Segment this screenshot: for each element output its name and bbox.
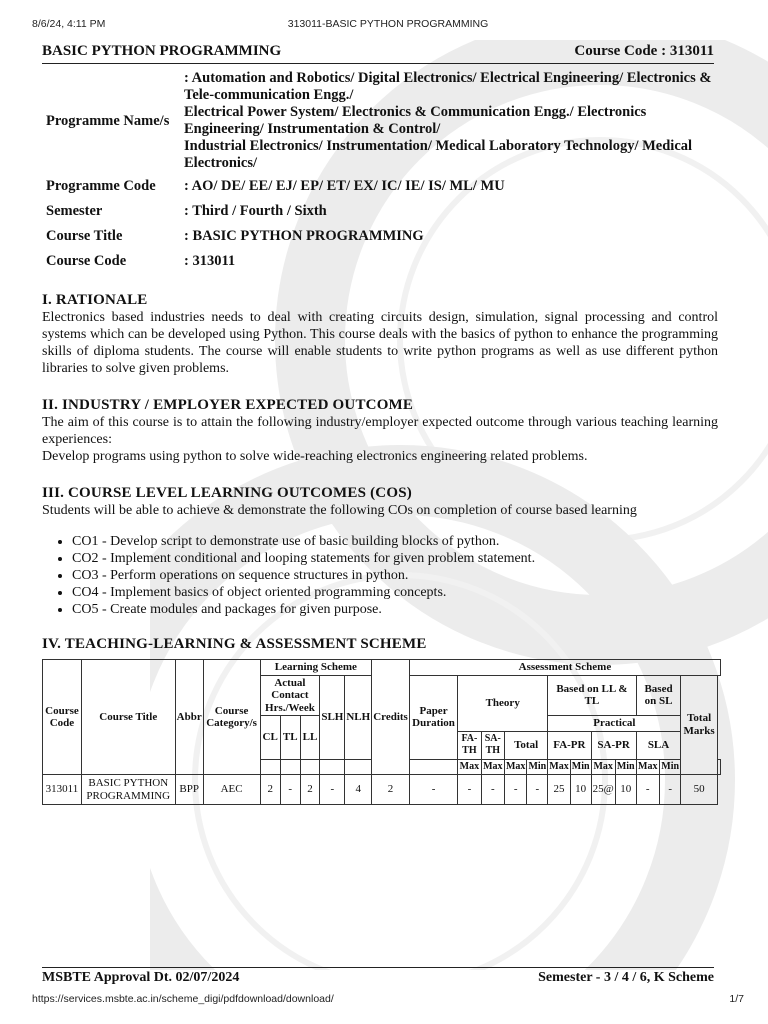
cell-nlh: 4 xyxy=(345,775,372,805)
cell-sa-pr-min: 10 xyxy=(615,775,636,805)
th-max: Max xyxy=(504,759,526,775)
th-min: Min xyxy=(615,759,636,775)
cos-list xyxy=(42,533,718,618)
cell-fa-th-max: - xyxy=(458,775,481,805)
header-course-code: Course Code : 313011 xyxy=(574,43,714,59)
th-based-sl: Based on SL xyxy=(636,675,681,716)
th-max: Max xyxy=(636,759,659,775)
cell-sla-min: - xyxy=(659,775,681,805)
cell-paper-duration: - xyxy=(409,775,457,805)
th-total: Total xyxy=(504,731,547,759)
th-total-marks: Total Marks xyxy=(681,675,717,775)
cell-total-marks: 50 xyxy=(681,775,717,805)
course-title-label: Course Title xyxy=(46,228,123,244)
footer-semester: Semester - 3 / 4 / 6, K Scheme xyxy=(538,970,714,985)
browser-print-header xyxy=(32,18,744,32)
th-blank xyxy=(300,759,320,775)
th-blank xyxy=(320,759,345,775)
th-learning-scheme: Learning Scheme xyxy=(260,660,372,676)
th-based-ll-tl: Based on LL & TL xyxy=(548,675,636,716)
semester-value: : Third / Fourth / Sixth xyxy=(184,203,327,219)
cell-total-max: - xyxy=(504,775,526,805)
industry-text: The aim of this course is to attain the following industry/employer expected outcome through various teaching learning experiences: xyxy=(42,415,718,447)
th-abbr: Abbr xyxy=(175,660,203,775)
programme-names-line: : Automation and Robotics/ Digital Electronics/ Electrical Engineering/ Electronics & Tele-communication Engg./ xyxy=(184,70,712,103)
rationale-heading: I. RATIONALE xyxy=(42,292,148,308)
table-row xyxy=(43,775,721,805)
programme-names-value xyxy=(180,68,722,174)
th-slh: SLH xyxy=(320,675,345,759)
course-code-label: Course Code xyxy=(46,253,127,269)
th-max: Max xyxy=(591,759,615,775)
cell-title: BASIC PYTHON PROGRAMMING xyxy=(81,775,175,805)
print-datetime: 8/6/24, 4:11 PM xyxy=(32,18,106,30)
cell-sla-max: - xyxy=(636,775,659,805)
cell-credits: 2 xyxy=(372,775,410,805)
cell-total-min: - xyxy=(527,775,548,805)
th-course-title: Course Title xyxy=(81,660,175,775)
th-blank xyxy=(717,759,720,775)
programme-code-value: : AO/ DE/ EE/ EJ/ EP/ ET/ EX/ IC/ IE/ IS/ ML/ MU xyxy=(184,178,505,194)
industry-outcome: Develop programs using python to solve wide-reaching electronics engineering related problems. xyxy=(42,449,588,464)
print-page-number: 1/7 xyxy=(729,993,744,1005)
cell-fa-pr-min: 10 xyxy=(570,775,591,805)
course-code-value: : 313011 xyxy=(184,253,236,269)
cos-section xyxy=(42,485,718,618)
page-title: BASIC PYTHON PROGRAMMING xyxy=(42,43,282,59)
co-item: • CO4 - Implement basics of object oriented programming concepts. xyxy=(72,584,718,601)
th-nlh: NLH xyxy=(345,675,372,759)
cell-tl: - xyxy=(280,775,300,805)
scheme-heading: IV. TEACHING-LEARNING & ASSESSMENT SCHEME xyxy=(42,636,427,652)
scheme-section xyxy=(42,636,718,653)
th-fa-th: FA-TH xyxy=(458,731,481,759)
th-fa-pr: FA-PR xyxy=(548,731,591,759)
th-category: Course Category/s xyxy=(203,660,260,775)
programme-code-label: Programme Code xyxy=(46,178,156,194)
cell-sa-pr-max: 25@ xyxy=(591,775,615,805)
th-tl: TL xyxy=(280,716,300,760)
th-blank xyxy=(409,759,457,775)
rationale-section xyxy=(42,292,718,377)
th-blank xyxy=(280,759,300,775)
cell-cl: 2 xyxy=(260,775,280,805)
th-min: Min xyxy=(527,759,548,775)
th-blank xyxy=(345,759,372,775)
programme-names-label: Programme Name/s xyxy=(46,112,170,129)
th-sa-th: SA-TH xyxy=(481,731,504,759)
browser-print-footer xyxy=(32,993,744,1007)
th-practical: Practical xyxy=(548,716,681,732)
approval-date: MSBTE Approval Dt. 02/07/2024 xyxy=(42,970,240,985)
page-header xyxy=(42,43,714,64)
programme-names-line: Electrical Power System/ Electronics & Communication Engg./ Electronics Engineering/ Instrumentation & Control/ xyxy=(184,104,647,137)
semester-label: Semester xyxy=(46,203,103,219)
th-blank xyxy=(260,759,280,775)
cell-ll: 2 xyxy=(300,775,320,805)
cell-abbr: BPP xyxy=(175,775,203,805)
print-doc-title: 313011-BASIC PYTHON PROGRAMMING xyxy=(287,18,489,30)
th-actual-contact: Actual Contact Hrs./Week xyxy=(260,675,320,716)
th-max: Max xyxy=(548,759,571,775)
cell-slh: - xyxy=(320,775,345,805)
cell-category: AEC xyxy=(203,775,260,805)
cell-sa-th-max: - xyxy=(481,775,504,805)
th-sla: SLA xyxy=(636,731,681,759)
co-item: • CO1 - Develop script to demonstrate use of basic building blocks of python. xyxy=(72,533,718,550)
rationale-text: Electronics based industries needs to deal with creating circuits design, simulation, signal processing and control systems which can be developed using Python. This course deals with the basics of python to enhance the programming skills of diploma students. The course will enable students to write python programs as well as use different python libraries to solve given problems. xyxy=(42,310,718,376)
th-credits: Credits xyxy=(372,660,410,775)
th-max: Max xyxy=(481,759,504,775)
page-footer xyxy=(42,967,714,988)
co-item: • CO3 - Perform operations on sequence structures in python. xyxy=(72,567,718,584)
programme-names-line: Industrial Electronics/ Instrumentation/ Medical Laboratory Technology/ Medical Electronics/ xyxy=(184,138,693,171)
th-max: Max xyxy=(458,759,481,775)
co-item: • CO2 - Implement conditional and looping statements for given problem statement. xyxy=(72,550,718,567)
th-ll: LL xyxy=(300,716,320,760)
cell-fa-pr-max: 25 xyxy=(548,775,571,805)
th-min: Min xyxy=(659,759,681,775)
th-sa-pr: SA-PR xyxy=(591,731,636,759)
th-cl: CL xyxy=(260,716,280,760)
industry-section xyxy=(42,397,718,465)
th-assessment-scheme: Assessment Scheme xyxy=(409,660,720,676)
course-meta-table xyxy=(42,68,722,274)
th-paper-duration: Paper Duration xyxy=(409,675,457,759)
industry-heading: II. INDUSTRY / EMPLOYER EXPECTED OUTCOME xyxy=(42,397,414,413)
th-theory: Theory xyxy=(458,675,548,731)
th-min: Min xyxy=(570,759,591,775)
course-title-value: : BASIC PYTHON PROGRAMMING xyxy=(184,228,424,244)
cos-heading: III. COURSE LEVEL LEARNING OUTCOMES (COS) xyxy=(42,485,412,501)
th-course-code: Course Code xyxy=(43,660,82,775)
cos-intro: Students will be able to achieve & demonstrate the following COs on completion of course based learning xyxy=(42,503,637,518)
teaching-assessment-scheme-table xyxy=(42,659,721,805)
cell-code: 313011 xyxy=(43,775,82,805)
co-item: • CO5 - Create modules and packages for given purpose. xyxy=(72,601,718,618)
print-url: https://services.msbte.ac.in/scheme_digi/pdfdownload/download/ xyxy=(32,993,334,1005)
